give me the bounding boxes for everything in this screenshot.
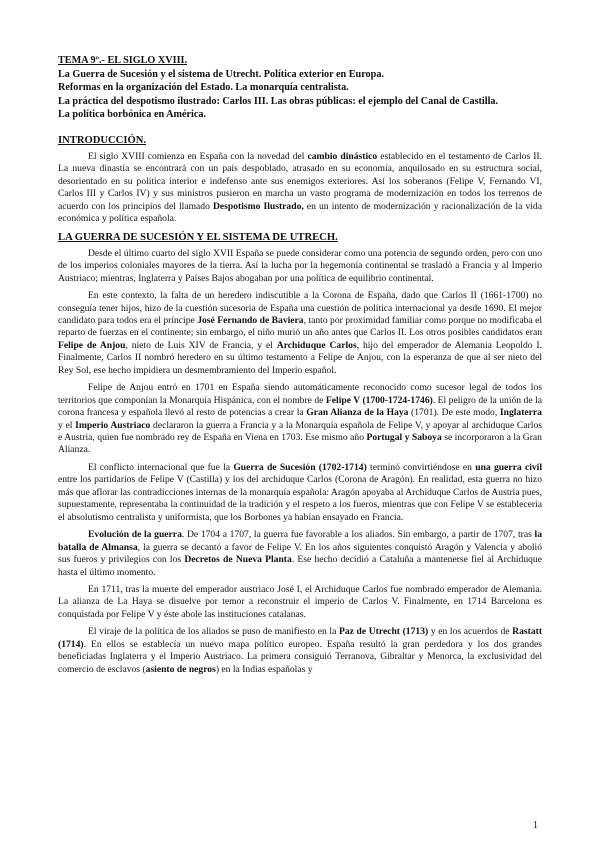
document-header (58, 54, 542, 122)
body-paragraph: Desde el último cuarto del siglo XVII España se puede considerar como una potencia de segundo orden, pero con uno de los imperios coloniales mayores de la tierra. Así la lucha por la hegemonía continental se trasladó a Francia y al Imperio Austriaco; mientras, Inglaterra y Países Bajos abogaban por una política de equilibrio continental. (58, 247, 542, 284)
page-number: 1 (533, 820, 538, 831)
document-title: TEMA 9º.- EL SIGLO XVIII. (58, 55, 188, 66)
header-subtopic-4: La política borbónica en América. (58, 109, 206, 121)
section-heading-introduccion: INTRODUCCIÓN. (58, 134, 146, 146)
header-subtopic-1: La Guerra de Sucesión y el sistema de Utrecht. Política exterior en Europa. (58, 68, 384, 80)
body-paragraph: El viraje de la política de los aliados se puso de manifiesto en la Paz de Utrecht (1713) y en los acuerdos de Rastatt (1714). En ellos se establecía un nuevo mapa político europeo. España resultó la gran perdedora y los dos grandes beneficiadas Inglaterra y el Imperio Austriaco. La primera consiguió Terranova, Gibraltar y Menorca, la exclusividad del comercio de esclavos (asiento de negros) en la Indias españolas y (58, 626, 543, 675)
body-paragraph: El conflicto internacional que fue la Guerra de Sucesión (1702-1714) terminó convirtiéndose en una guerra civil entre los partidarios de Felipe V (Castilla) y los del archiduque Carlos (Corona de Aragón). En realidad, esta guerra no hizo más que aflorar las contradicciones internas de la monarquía española: Aragón apoyaba al Archiduque Carlos de Austria pues, supuestamente, representaba la continuidad de la tradición y el respeto a los fueros, mientras que con Felipe V se establecería el absolutismo centralista y uniformista, que los Borbones ya habían ensayado en Francia. (58, 461, 542, 523)
body-paragraph: En 1711, tras la muerte del emperador austriaco José I, el Archiduque Carlos fue nombrado emperador de Alemania. La alianza de La Haya se disuelve por temor a reconstruir el imperio de Carlos V. Finalmente, en 1714 Barcelona es conquistada por Felipe V y éste abole las instituciones catalanas. (58, 584, 542, 620)
body-paragraph: El siglo XVIII comienza en España con la novedad del cambio dinástico establecido en el testamento de Carlos II. La nueva dinastía se encontrará con un país despoblado, atrasado en su economía, anquilosado en su estructura social, desorientado en su política interior e indefenso ante sus enemigos exteriores. Así los soberanos (Felipe V, Fernando VI, Carlos III y Carlos IV) y sus ministros pusieron en marcha un vasto programa de modernización en todos los terrenos de acuerdo con los principios del llamado Despotismo Ilustrado, en un intento de modernización y racionalización de la vida económica y política española. (58, 150, 543, 225)
body-paragraph: Felipe de Anjou entró en 1701 en España siendo automáticamente reconocido como sucesor legal de todos los territorios que componían la Monarquía Hispánica, con el nombre de Felipe V (1700-1724-1746). El peligro de la unión de la corona francesa y española llevó al resto de potencias a crear la Gran Alianza de la Haya (1701). De este modo, Inglaterra y el Imperio Austriaco declararon la guerra a Francia y a la Monarquía española de Felipe V, y apoyar al archiduque Carlos e Austria, quien fue nombrado rey de España en Viena en 1703. Ese mismo año Portugal y Saboya se incorporaron a la Gran Alianza. (58, 382, 542, 456)
body-paragraph: En este contexto, la falta de un heredero indiscutible a la Corona de España, dado que Carlos II (1661-1700) no conseguía tener hijos, hizo de la cuestión sucesoria de España una cuestión de política internacional ya desde 1690. El mejor candidato para todos era el príncipe José Fernando de Baviera, tanto por proximidad familiar como porque no modificaba el reparto de fuerzas en el continente; sin embargo, el niño murió un año antes que Carlos II. Los otros posibles candidatos eran Felipe de Anjou, nieto de Luis XIV de Francia, y el Archiduque Carlos, hijo del emperador de Alemania Leopoldo I. Finalmente, Carlos II nombró heredero en su último testamento a Felipe de Anjou, con la esperanza de que al ser nieto del Rey Sol, ese hecho impidiera un desmembramiento del Imperio español. (58, 290, 542, 376)
body-paragraph: Evolución de la guerra. De 1704 a 1707, la guerra fue favorable a los aliados. Sin embargo, a partir de 1707, tras la batalla de Almansa, la guerra se decantó a favor de Felipe V. En los años siguientes conquistó Aragón y Valencia y abolió sus fueros y privilegios con los Decretos de Nueva Planta. Ese hecho decidió a Cataluña a mantenerse fiel al Archiduque hasta el último momento. (58, 529, 542, 578)
header-subtopic-3: La práctica del despotismo ilustrado: Carlos III. Las obras públicas: el ejemplo del Canal de Castilla. (58, 95, 499, 107)
header-subtopic-2: Reformas en la organización del Estado. La monarquía centralista. (58, 82, 349, 94)
section-heading-guerra-sucesion: LA GUERRA DE SUCESIÓN Y EL SISTEMA DE UTRECH. (58, 231, 338, 243)
